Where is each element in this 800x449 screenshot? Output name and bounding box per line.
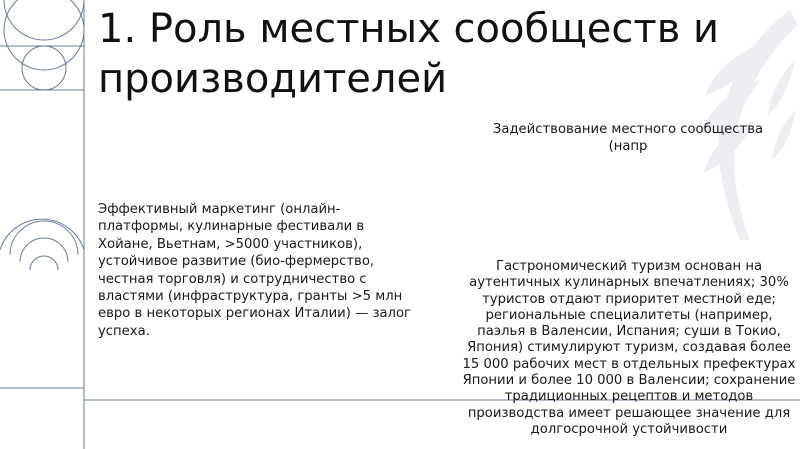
community-engagement-text: Задействование местного сообщества (напр [492, 122, 764, 154]
page-title: 1. Роль местных сообществ и производителей [98, 6, 719, 102]
gastronomic-tourism-text: Гастрономический туризм основан на аутентичных кулинарных впечатлениях; 30% туристов отдают приоритет местной еде; региональные специалитеты (например, паэлья в Валенсии, Испания; суши в Токио, Япония) стимулируют туризм, создавая более 15 000 рабочих мест в отдельных префектурах Японии и более 10 000 в Валенсии; сохранение традиционных рецептов и методов производства имеет решающее значение для долгосрочной устойчивости [462, 259, 796, 437]
marketing-text: Эффективный маркетинг (онлайн-платформы, кулинарные фестивали в Хойане, Вьетнам, >5000 участников), устойчивое развитие (био-фермерство, честная торговля) и сотрудничество с властями (инфраструктура, гранты >5 млн евро в некоторых регионах Италии) — залог успеха. [98, 202, 411, 339]
